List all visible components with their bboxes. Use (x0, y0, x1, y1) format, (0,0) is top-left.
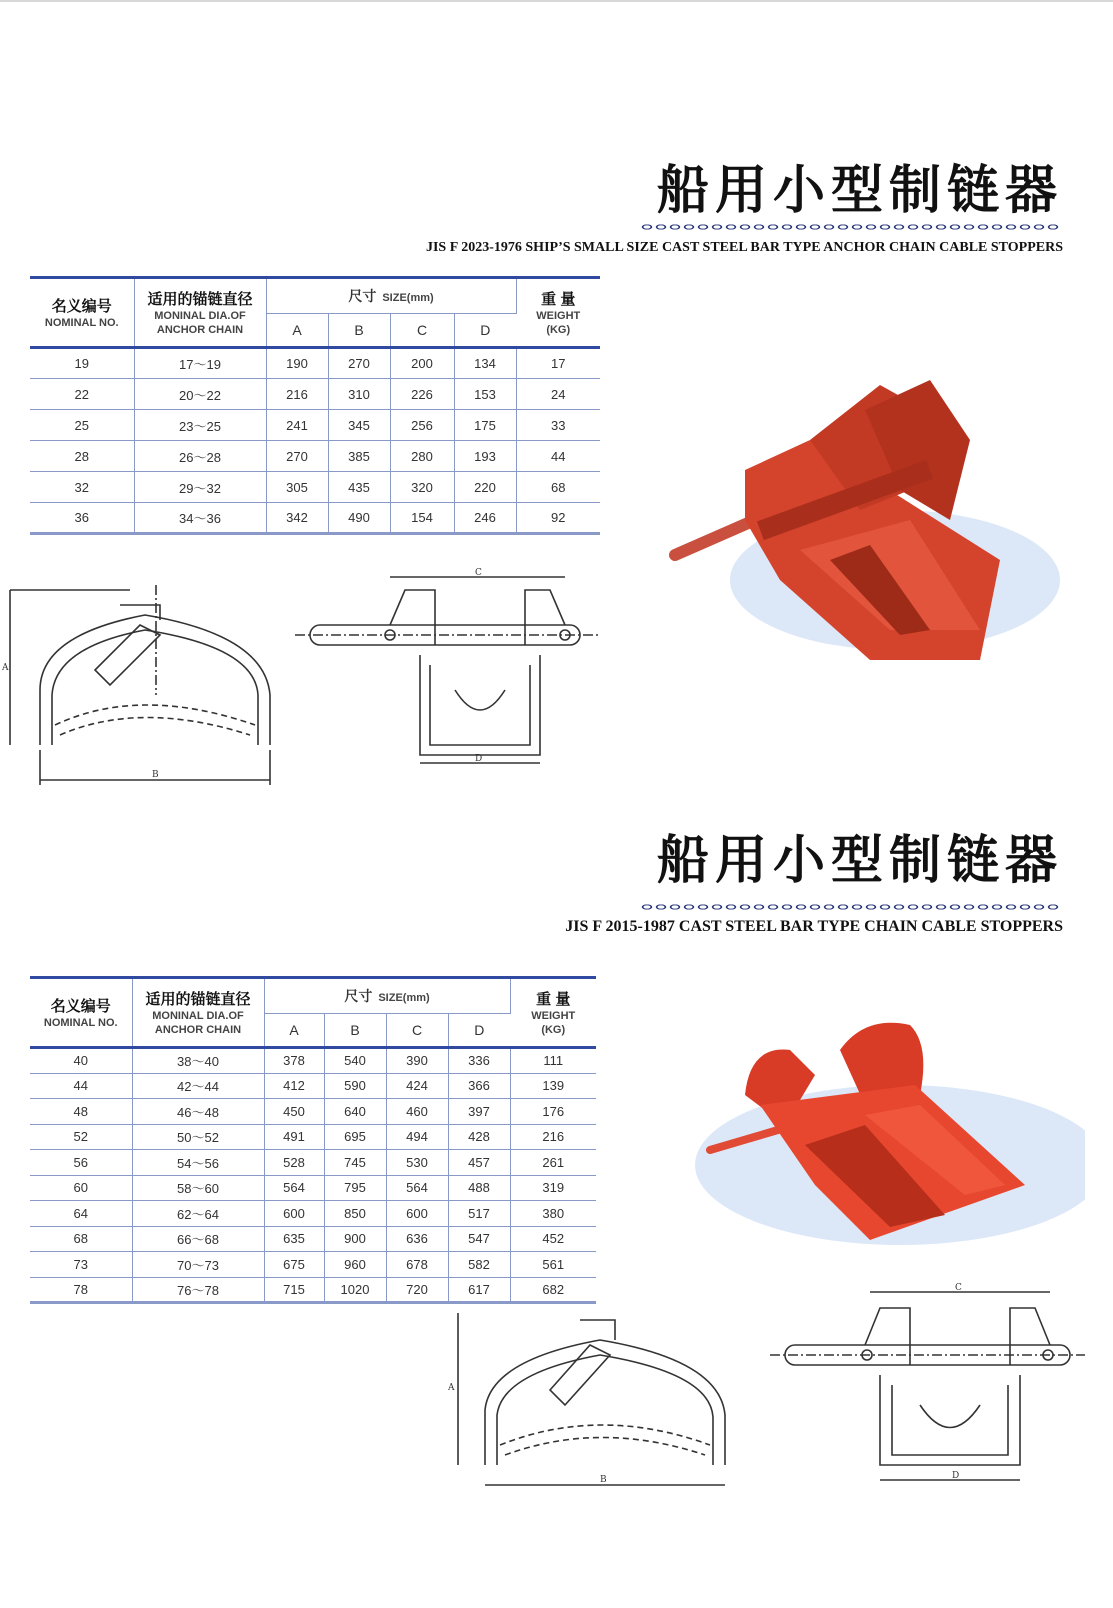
chain-dia-cell: 50～52 (132, 1124, 264, 1150)
dim-c-cell: 424 (386, 1073, 448, 1099)
chain-dia-cell: 34～36 (134, 503, 266, 534)
dim-a-cell: 190 (266, 348, 328, 379)
nominal-no-cell: 78 (30, 1277, 132, 1303)
weight-cell: 319 (542, 1180, 565, 1196)
table-row (30, 441, 600, 472)
dim-c-cell: 530 (386, 1150, 448, 1176)
front-groove (920, 1405, 980, 1428)
dim-d-cell: 366 (448, 1073, 510, 1099)
dim-c-cell: 154 (390, 503, 454, 534)
dim-a-cell: 305 (266, 472, 328, 503)
dim-d-cell: 517 (448, 1201, 510, 1227)
side-dash-1 (55, 705, 255, 725)
dim-a-cell: 412 (264, 1073, 324, 1099)
table-row (30, 1277, 596, 1303)
weight-cell: 139 (542, 1078, 565, 1094)
dim-a-cell: 216 (266, 379, 328, 410)
dim-b-header: B (328, 314, 390, 348)
pin-rod (675, 520, 755, 555)
dim-b-cell: 435 (328, 472, 390, 503)
dim-b-cell: 640 (324, 1099, 386, 1125)
nominal-no-cell: 73 (30, 1252, 132, 1278)
nominal-no-cell: 40 (30, 1048, 132, 1074)
chain-dia-header: 适用的锚链直径 MONINAL DIA.OF ANCHOR CHAIN (134, 278, 266, 348)
chain-dia-header: 适用的锚链直径 MONINAL DIA.OF ANCHOR CHAIN (132, 978, 264, 1048)
dim-b-cell: 540 (324, 1048, 386, 1074)
section-1-spec-table (30, 276, 600, 535)
nominal-no-cell: 60 (30, 1175, 132, 1201)
dim-d-cell: 175 (454, 410, 516, 441)
front-body-inner (892, 1385, 1008, 1455)
dim-a-header: A (264, 1014, 324, 1048)
nominal-header: 名义编号 NOMINAL NO. (30, 278, 134, 348)
section-2-side-view-drawing (440, 1305, 740, 1490)
side-dash-2 (505, 1438, 705, 1456)
table-row (30, 1226, 596, 1252)
section-1-chain-rule (640, 222, 1060, 232)
side-hook (580, 1320, 615, 1340)
chain-dia-cell: 76～78 (132, 1277, 264, 1303)
weight-cell: 17 (551, 356, 566, 371)
chain-dia-cell: 29～32 (134, 472, 266, 503)
label-d: D (475, 754, 483, 764)
chain-dia-cell: 17～19 (134, 348, 266, 379)
dim-a-cell: 270 (266, 441, 328, 472)
dim-c-cell: 280 (390, 441, 454, 472)
label-d: D (952, 1471, 960, 1481)
section-1-product-photo (660, 370, 1070, 680)
dim-c-cell: 320 (390, 472, 454, 503)
section-2-product-photo (665, 1015, 1085, 1250)
chain-dia-cell: 62～64 (132, 1201, 264, 1227)
dim-c-cell: 460 (386, 1099, 448, 1125)
section-2-title: 船用小型制链器 (656, 830, 1063, 891)
table-row (30, 1201, 596, 1227)
table-row (30, 1073, 596, 1099)
table-row (30, 1175, 596, 1201)
label-a: A (448, 1383, 455, 1393)
table-row (30, 410, 600, 441)
dim-d-cell: 220 (454, 472, 516, 503)
dim-b-cell: 960 (324, 1252, 386, 1278)
nominal-no-cell: 28 (30, 441, 134, 472)
side-arch (40, 615, 270, 745)
label-a: A (2, 663, 9, 673)
nominal-header: 名义编号 NOMINAL NO. (30, 978, 132, 1048)
dim-a-cell: 675 (264, 1252, 324, 1278)
dim-d-cell: 397 (448, 1099, 510, 1125)
dim-c-cell: 494 (386, 1124, 448, 1150)
table-row (30, 348, 600, 379)
dim-c-cell: 720 (386, 1277, 448, 1303)
table-row (30, 1099, 596, 1125)
weight-cell: 33 (551, 417, 566, 433)
dim-a-cell: 635 (264, 1226, 324, 1252)
side-hook (120, 605, 160, 620)
weight-cell: 561 (542, 1256, 565, 1272)
dim-c-header: C (386, 1014, 448, 1048)
side-arch-inner (497, 1355, 713, 1465)
section-2-chain-rule (640, 902, 1060, 912)
dim-d-cell: 428 (448, 1124, 510, 1150)
nominal-no-cell: 22 (30, 379, 134, 410)
nominal-no-cell: 56 (30, 1150, 132, 1176)
dim-b-header: B (324, 1014, 386, 1048)
section-1-subtitle: JIS F 2023-1976 SHIP’S SMALL SIZE CAST STEEL BAR TYPE ANCHOR CHAIN CABLE STOPPERS (425, 240, 1063, 255)
front-right-post (525, 590, 565, 645)
nominal-no-cell: 64 (30, 1201, 132, 1227)
weight-cell: 261 (542, 1154, 565, 1170)
chain-dia-cell: 38～40 (132, 1048, 264, 1074)
dim-d-cell: 246 (454, 503, 516, 534)
dim-b-cell: 850 (324, 1201, 386, 1227)
size-header: 尺寸 SIZE(mm) (266, 278, 516, 314)
label-b: B (152, 770, 159, 780)
dim-c-cell: 564 (386, 1175, 448, 1201)
dim-d-cell: 336 (448, 1048, 510, 1074)
dim-c-cell: 200 (390, 348, 454, 379)
weight-cell: 176 (542, 1103, 565, 1119)
weight-cell: 24 (551, 386, 566, 402)
dim-a-cell: 342 (266, 503, 328, 534)
table-row (30, 503, 600, 534)
label-c: C (955, 1283, 962, 1293)
table-row (30, 1150, 596, 1176)
dim-a-cell: 528 (264, 1150, 324, 1176)
weight-header: 重 量 WEIGHT (KG) (516, 278, 600, 348)
dim-a-cell: 600 (264, 1201, 324, 1227)
dim-d-cell: 488 (448, 1175, 510, 1201)
section-2-front-view-drawing (770, 1280, 1090, 1490)
dim-d-cell: 134 (454, 348, 516, 379)
dim-a-cell: 241 (266, 410, 328, 441)
weight-cell: 216 (542, 1129, 565, 1145)
dim-a-header: A (266, 314, 328, 348)
dim-d-cell: 153 (454, 379, 516, 410)
dim-b-cell: 695 (324, 1124, 386, 1150)
weight-cell: 44 (551, 448, 566, 464)
dim-d-cell: 457 (448, 1150, 510, 1176)
dim-b-cell: 310 (328, 379, 390, 410)
dim-b-cell: 590 (324, 1073, 386, 1099)
dim-d-header: D (454, 314, 516, 348)
weight-cell: 68 (551, 479, 566, 495)
dim-c-cell: 678 (386, 1252, 448, 1278)
side-dash-1 (500, 1425, 710, 1445)
table-row (30, 1252, 596, 1278)
weight-cell: 92 (551, 510, 566, 525)
chain-dia-cell: 46～48 (132, 1099, 264, 1125)
label-b: B (600, 1475, 607, 1485)
dim-d-header: D (448, 1014, 510, 1048)
chain-dia-cell: 26～28 (134, 441, 266, 472)
front-body (880, 1375, 1020, 1465)
chain-dia-cell: 58～60 (132, 1175, 264, 1201)
dim-b-cell: 270 (328, 348, 390, 379)
dim-b-cell: 1020 (324, 1277, 386, 1303)
dim-a-cell: 450 (264, 1099, 324, 1125)
dim-a-cell: 378 (264, 1048, 324, 1074)
dim-a-cell: 491 (264, 1124, 324, 1150)
top-border (0, 0, 1113, 2)
dim-d-cell: 193 (454, 441, 516, 472)
nominal-no-cell: 19 (30, 348, 134, 379)
weight-cell: 452 (542, 1231, 565, 1247)
dim-c-cell: 636 (386, 1226, 448, 1252)
label-c: C (475, 568, 482, 578)
front-body (420, 655, 540, 755)
front-groove (455, 690, 505, 710)
weight-cell: 682 (542, 1281, 565, 1297)
chain-dia-cell: 70～73 (132, 1252, 264, 1278)
dim-b-cell: 345 (328, 410, 390, 441)
nominal-no-cell: 32 (30, 472, 134, 503)
section-2-subtitle: JIS F 2015-1987 CAST STEEL BAR TYPE CHAIN CABLE STOPPERS (565, 918, 1063, 935)
section-1-front-view-drawing (295, 565, 605, 770)
chain-dia-cell: 20～22 (134, 379, 266, 410)
side-arch (485, 1340, 725, 1465)
section-1-side-view-drawing (0, 575, 290, 790)
chain-dia-cell: 42～44 (132, 1073, 264, 1099)
dim-c-header: C (390, 314, 454, 348)
weight-header: 重 量 WEIGHT (KG) (510, 978, 596, 1048)
dim-b-cell: 745 (324, 1150, 386, 1176)
nominal-no-cell: 48 (30, 1099, 132, 1125)
dim-d-cell: 617 (448, 1277, 510, 1303)
chain-dia-cell: 54～56 (132, 1150, 264, 1176)
size-header: 尺寸 SIZE(mm) (264, 978, 510, 1014)
nominal-no-cell: 44 (30, 1073, 132, 1099)
dim-a-cell: 564 (264, 1175, 324, 1201)
weight-cell: 380 (542, 1205, 565, 1221)
chain-dia-cell: 66～68 (132, 1226, 264, 1252)
table-row (30, 472, 600, 503)
front-left-post (390, 590, 435, 645)
dim-c-cell: 600 (386, 1201, 448, 1227)
chain-dia-cell: 23～25 (134, 410, 266, 441)
dim-d-cell: 582 (448, 1252, 510, 1278)
dim-c-cell: 226 (390, 379, 454, 410)
section-1-title: 船用小型制链器 (656, 160, 1063, 221)
dim-b-cell: 385 (328, 441, 390, 472)
dim-b-cell: 490 (328, 503, 390, 534)
table-row (30, 1124, 596, 1150)
table-row (30, 379, 600, 410)
dim-b-cell: 900 (324, 1226, 386, 1252)
dim-c-cell: 390 (386, 1048, 448, 1074)
side-dash-2 (60, 718, 250, 736)
nominal-no-cell: 68 (30, 1226, 132, 1252)
front-body-inner (430, 665, 530, 745)
nominal-no-cell: 25 (30, 410, 134, 441)
nominal-no-cell: 52 (30, 1124, 132, 1150)
side-bar (550, 1345, 610, 1405)
section-2-spec-table (30, 976, 596, 1304)
table-row (30, 1048, 596, 1074)
dim-a-cell: 715 (264, 1277, 324, 1303)
dim-d-cell: 547 (448, 1226, 510, 1252)
dim-c-cell: 256 (390, 410, 454, 441)
dim-b-cell: 795 (324, 1175, 386, 1201)
weight-cell: 111 (543, 1053, 564, 1069)
nominal-no-cell: 36 (30, 503, 134, 534)
